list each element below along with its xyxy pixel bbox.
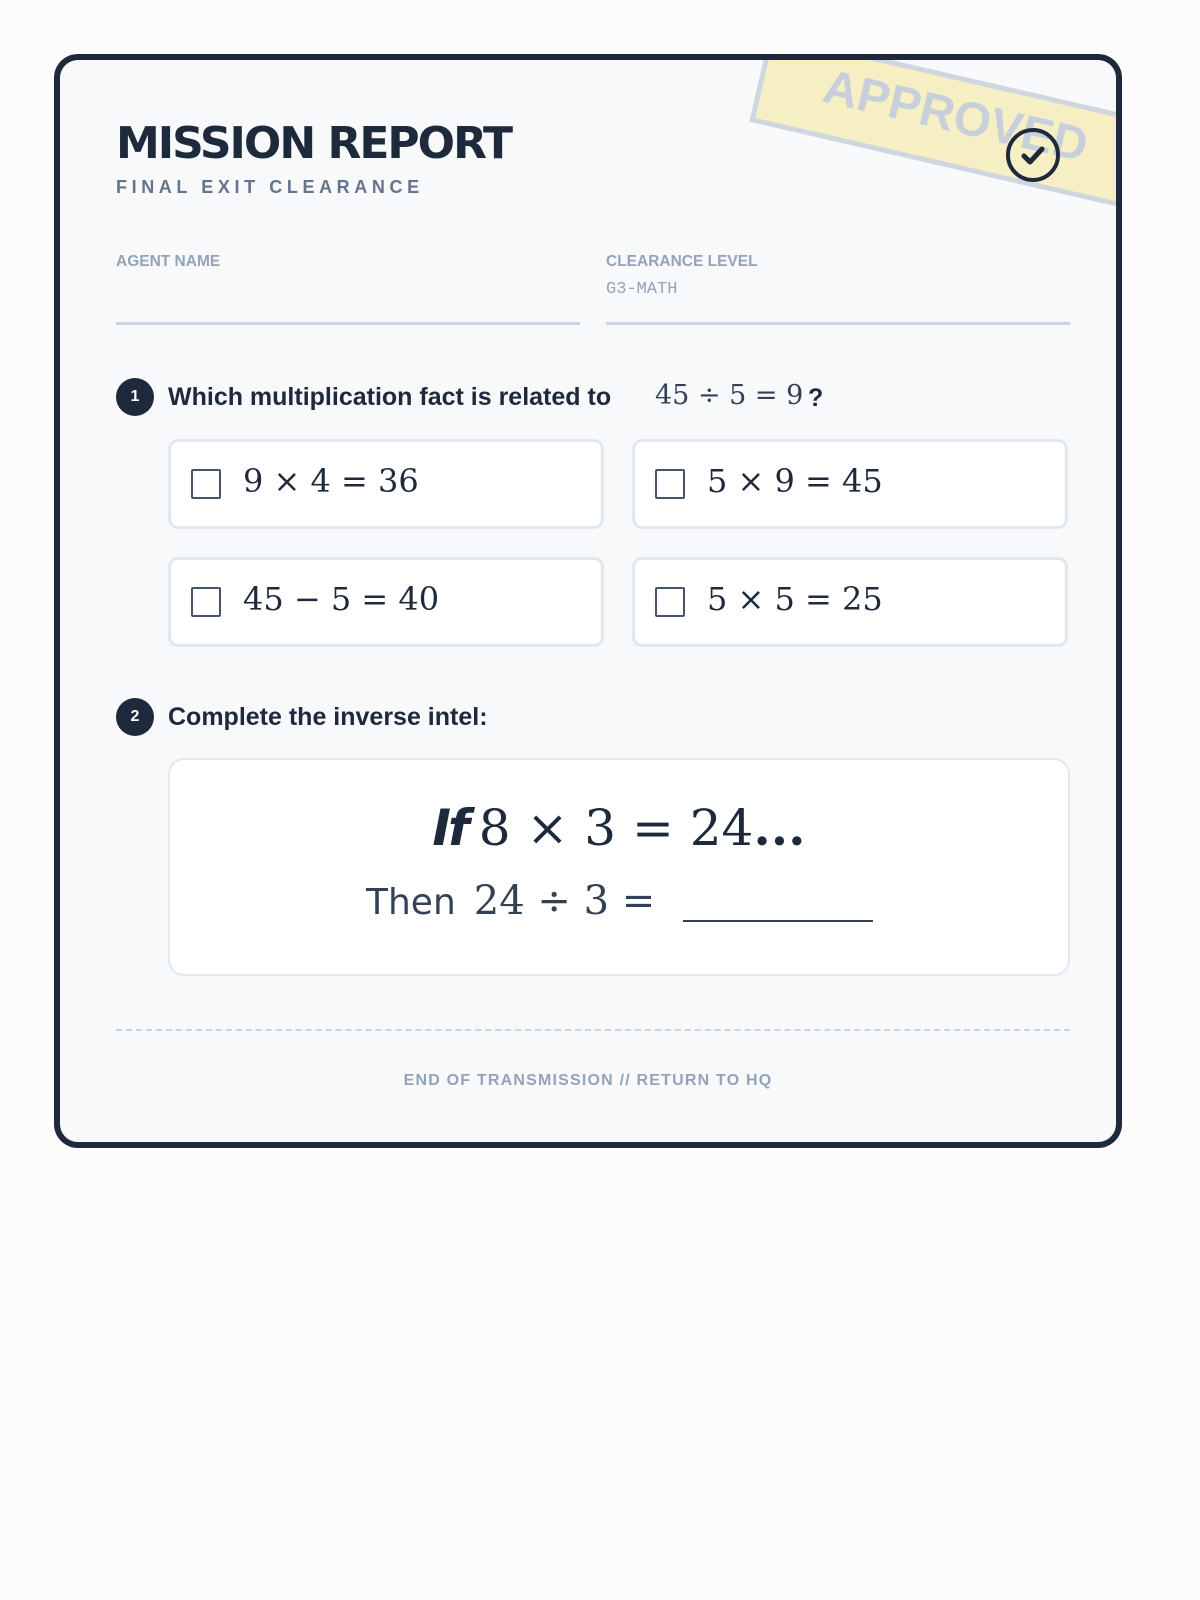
question-1-prompt: Which multiplication fact is related to xyxy=(168,383,612,411)
option-b-label: 5 × 9 = 45 xyxy=(707,462,883,500)
page-subtitle: FINAL EXIT CLEARANCE xyxy=(116,177,424,197)
clearance-level-underline xyxy=(606,322,1070,325)
then-word: Then xyxy=(366,882,456,923)
footer-text: END OF TRANSMISSION // RETURN TO HQ xyxy=(403,1072,773,1089)
option-d-label: 5 × 5 = 25 xyxy=(707,580,883,618)
answer-blank[interactable] xyxy=(683,920,873,922)
mission-report-card xyxy=(54,54,1122,1148)
if-statement xyxy=(170,798,1068,857)
option-a-checkbox[interactable] xyxy=(191,469,221,499)
option-d[interactable] xyxy=(632,557,1068,647)
question-1-mark: ? xyxy=(808,384,824,412)
approved-stamp xyxy=(749,54,1122,216)
page-title: MISSION REPORT xyxy=(116,118,511,169)
option-c[interactable] xyxy=(168,557,604,647)
question-2-badge: 2 xyxy=(116,698,154,736)
if-expression: 8 × 3 = 24 xyxy=(478,799,754,857)
agent-name-label: AGENT NAME xyxy=(116,253,221,270)
option-d-checkbox[interactable] xyxy=(655,587,685,617)
if-ellipsis: ... xyxy=(753,798,806,857)
question-1-badge: 1 xyxy=(116,378,154,416)
agent-name-underline xyxy=(116,322,580,325)
if-word: If xyxy=(432,799,467,857)
stamp-text: APPROVED xyxy=(818,60,1093,173)
option-a[interactable] xyxy=(168,439,604,529)
then-statement xyxy=(366,878,655,924)
option-a-label: 9 × 4 = 36 xyxy=(243,462,419,500)
then-expression: 24 ÷ 3 = xyxy=(473,878,656,924)
question-1-expression: 45 ÷ 5 = 9 xyxy=(655,380,804,411)
inverse-intel-box xyxy=(168,758,1070,976)
option-b[interactable] xyxy=(632,439,1068,529)
option-b-checkbox[interactable] xyxy=(655,469,685,499)
option-c-checkbox[interactable] xyxy=(191,587,221,617)
footer-divider xyxy=(116,1029,1070,1031)
clearance-level-label: CLEARANCE LEVEL xyxy=(606,253,758,270)
option-c-label: 45 − 5 = 40 xyxy=(243,580,440,618)
question-2-prompt: Complete the inverse intel: xyxy=(168,703,488,731)
clearance-level-value: G3-MATH xyxy=(606,280,678,299)
check-icon xyxy=(1006,128,1060,182)
